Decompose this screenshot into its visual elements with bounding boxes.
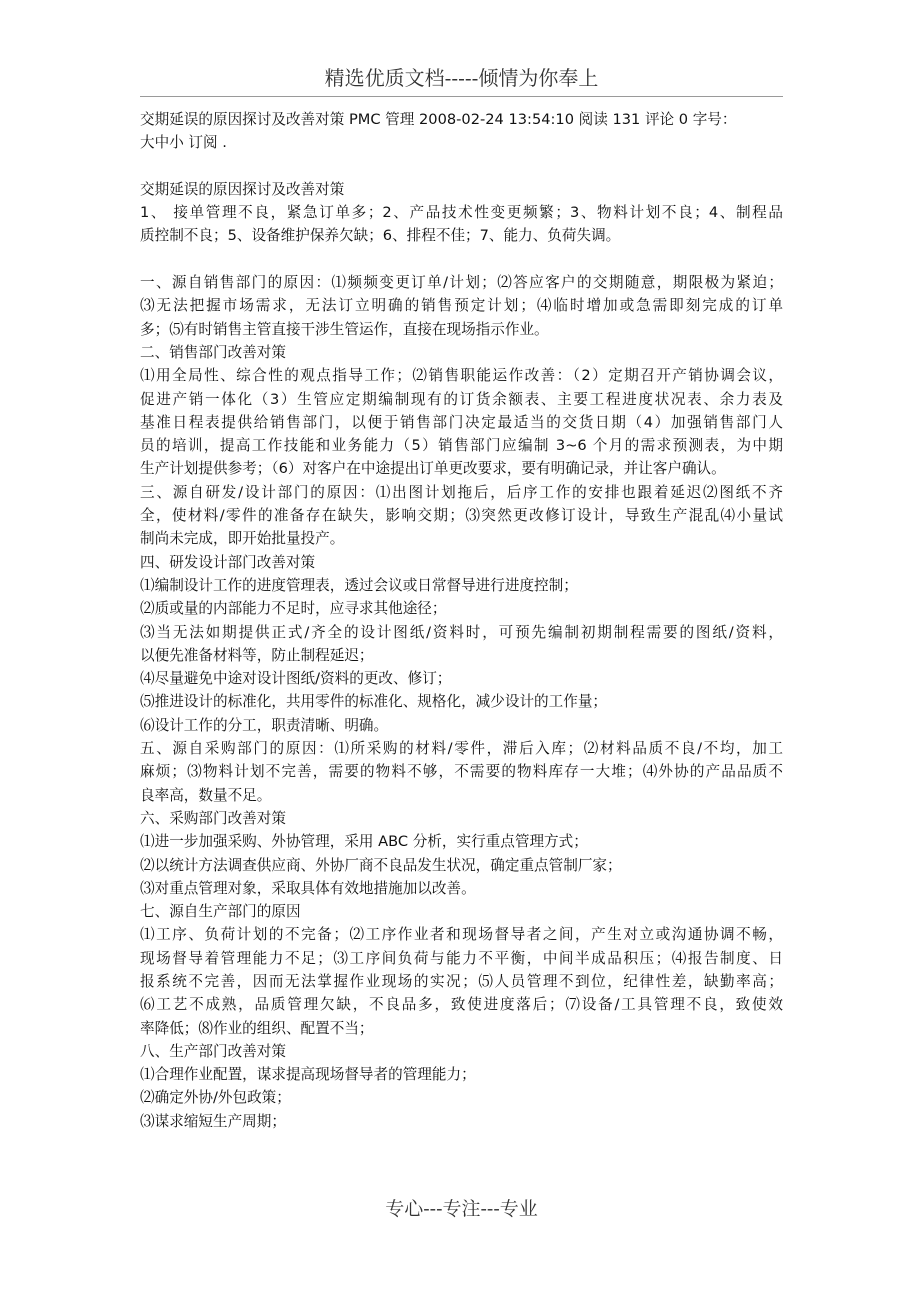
document-line: 二、销售部门改善对策	[140, 343, 286, 361]
document-line: 麻烦；⑶物料计划不完善，需要的物料不够，不需要的物料库存一大堆；⑷外协的产品品质不	[140, 763, 783, 781]
document-line: ⑸推进设计的标准化，共用零件的标准化、规格化，减少设计的工作量；	[140, 693, 608, 711]
document-line: ⑵质或量的内部能力不足时，应寻求其他途径；	[140, 600, 447, 618]
document-body	[140, 108, 783, 1133]
document-line: 制尚未完成，即开始批量投产。	[140, 530, 345, 548]
document-line: 现场督导着管理能力不足；⑶工序间负荷与能力不平衡，中间半成品积压；⑷报告制度、日	[140, 949, 783, 967]
document-line: ⑵以统计方法调查供应商、外协厂商不良品发生状况，确定重点管制厂家；	[140, 856, 622, 874]
document-line: ⑹设计工作的分工，职责清晰、明确。	[140, 716, 389, 734]
document-line: 员的培训，提高工作技能和业务能力（5）销售部门应编制 3~6 个月的需求预测表，为中期	[140, 437, 783, 455]
document-line: 一、源自销售部门的原因：⑴频频变更订单/计划；⑵答应客户的交期随意，期限极为紧迫；	[140, 274, 783, 292]
document-line: ⑴进一步加强采购、外协管理，采用 ABC 分析，实行重点管理方式；	[140, 833, 588, 851]
document-line: 大中小 订阅 .	[140, 134, 227, 152]
document-line: 七、源自生产部门的原因	[140, 903, 301, 921]
document-line: ⑷尽量避免中途对设计图纸/资料的更改、修订；	[140, 670, 452, 688]
document-line: ⑴编制设计工作的进度管理表，透过会议或日常督导进行进度控制；	[140, 576, 578, 594]
document-line: 良率高，数量不足。	[140, 786, 272, 804]
document-line: ⑵确定外协/外包政策；	[140, 1089, 291, 1107]
document-line: 六、采购部门改善对策	[140, 809, 286, 827]
document-line: 交期延误的原因探讨及改善对策 PMC 管理 2008-02-24 13:54:10 阅读 131 评论 0 字号：	[140, 111, 737, 128]
document-line: 八、生产部门改善对策	[140, 1042, 286, 1060]
document-line: ⑴工序、负荷计划的不完备；⑵工序作业者和现场督导者之间，产生对立或沟通协调不畅，	[140, 926, 783, 944]
blank-line	[140, 248, 783, 271]
document-line: ⑴用全局性、综合性的观点指导工作；⑵销售职能运作改善：（2）定期召开产销协调会议，	[140, 367, 783, 385]
document-line: 促进产销一体化（3）生管应定期编制现有的订货余额表、主要工程进度状况表、余力表及	[140, 390, 783, 408]
document-line: 交期延误的原因探讨及改善对策	[140, 180, 345, 198]
document-line: ⑶对重点管理对象，采取具体有效地措施加以改善。	[140, 879, 476, 897]
document-line: ⑶谋求缩短生产周期；	[140, 1112, 286, 1130]
document-line: 1、 接单管理不良，紧急订单多；2、产品技术性变更频繁；3、物料计划不良；4、制程品	[140, 204, 783, 222]
page-header-title: 精选优质文档-----倾情为你奉上	[324, 66, 599, 90]
page-footer-text: 专心---专注---专业	[385, 1198, 538, 1220]
document-line: 生产计划提供参考；（6）对客户在中途提出订单更改要求，要有明确记录，并让客户确认。	[140, 460, 726, 478]
document-line: 基准日程表提供给销售部门，以便于销售部门决定最适当的交货日期（4）加强销售部门人	[140, 413, 783, 431]
document-line: 多；⑸有时销售主管直接干涉生管运作，直接在现场指示作业。	[140, 320, 549, 338]
document-line: ⑹工艺不成熟，品质管理欠缺，不良品多，致使进度落后；⑺设备/工具管理不良，致使效	[140, 996, 783, 1014]
document-line: ⑶无法把握市场需求，无法订立明确的销售预定计划；⑷临时增加或急需即刻完成的订单	[140, 297, 783, 315]
document-line: 全，使材料/零件的准备存在缺失，影响交期；⑶突然更改修订设计，导致生产混乱⑷小量试	[140, 507, 783, 525]
document-line: 四、研发设计部门改善对策	[140, 553, 316, 571]
document-line: ⑴合理作业配置，谋求提高现场督导者的管理能力；	[140, 1066, 476, 1084]
document-line: 三、源自研发/设计部门的原因：⑴出图计划拖后，后序工作的安排也跟着延迟⑵图纸不齐	[140, 483, 783, 501]
document-line: 五、源自采购部门的原因：⑴所采购的材料/零件，滞后入库；⑵材料品质不良/不均，加工	[140, 740, 783, 758]
blank-line	[140, 155, 783, 178]
document-line: 质控制不良；5、设备维护保养欠缺；6、排程不佳；7、能力、负荷失调。	[140, 227, 621, 245]
document-line: 报系统不完善，因而无法掌握作业现场的实况；⑸人员管理不到位，纪律性差，缺勤率高；	[140, 972, 783, 990]
document-line: 以便先准备材料等，防止制程延迟；	[140, 646, 374, 664]
header-divider	[140, 96, 783, 97]
document-line: 率降低；⑻作业的组织、配置不当；	[140, 1019, 374, 1037]
document-line: ⑶当无法如期提供正式/齐全的设计图纸/资料时，可预先编制初期制程需要的图纸/资料，	[140, 623, 783, 641]
